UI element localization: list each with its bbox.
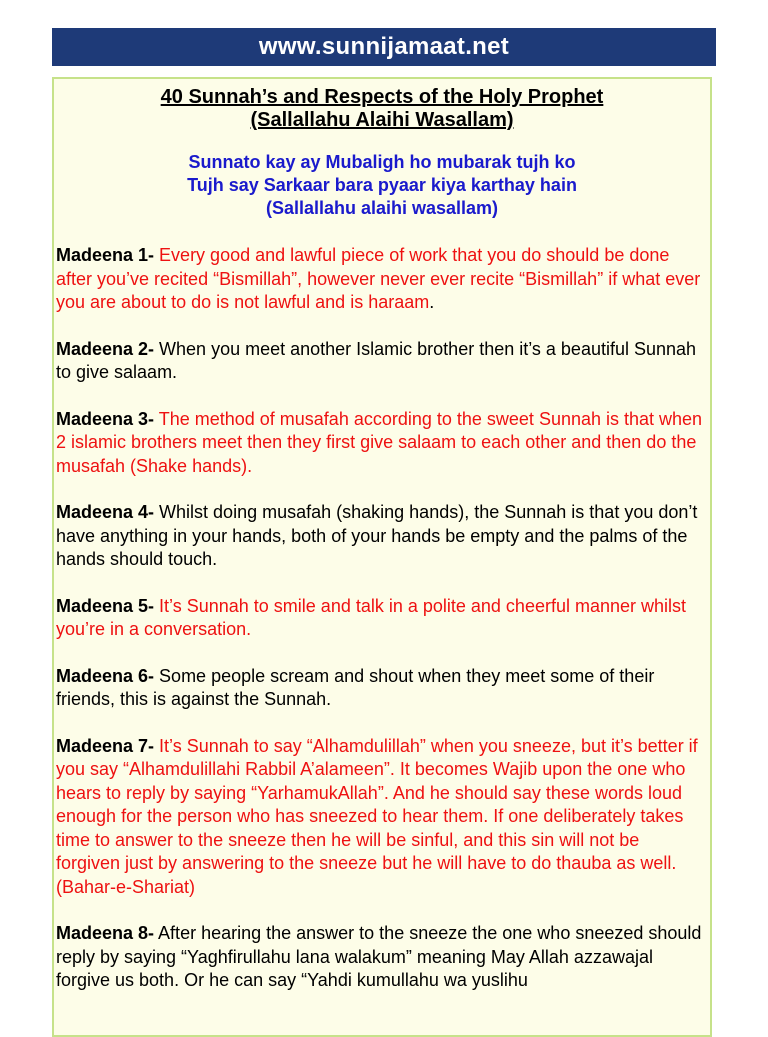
item-text: Every good and lawful piece of work that you do should be done after you’ve recited “Bismillah”, however never ever recite “Bismillah” if what ever you are about to do is not lawful and is haraam [56, 245, 701, 312]
item-text: Whilst doing musafah (shaking hands), the Sunnah is that you don’t have anything in your hands, both of your hands be empty and the palms of the hands should touch. [56, 502, 698, 569]
item-text: The method of musafah according to the sweet Sunnah is that when 2 islamic brothers meet then they first give salaam to each other and then do the musafah (Shake hands). [56, 408, 703, 476]
item-label: Madeena 5- [56, 595, 155, 616]
item-label: Madeena 3- [56, 408, 155, 429]
item-text: It’s Sunnah to say “Alhamdulillah” when you sneeze, but it’s better if you say “Alhamdulillahi Rabbil A’alameen”. It becomes Wajib upon the one who hears to reply by saying “YarhamukAllah”. And he should say these words loud enough for the person who has sneezed to hear them. If one deliberately takes time to answer to the sneeze then he will be sinful, and this sin will not be forgiven just by answering to the sneeze but he will have to do thauba as well. (Bahar-e-Shariat) [56, 735, 698, 897]
poem-line-3: (Sallallahu alaihi wasallam) [265, 198, 499, 218]
item-suffix: . [429, 292, 435, 312]
site-url-banner: www.sunnijamaat.net [52, 28, 716, 66]
document-title [54, 86, 710, 132]
list-item [56, 595, 704, 642]
item-label: Madeena 6- [56, 665, 155, 686]
item-text: It’s Sunnah to smile and talk in a polite and cheerful manner whilst you’re in a conversation. [56, 595, 687, 639]
list-item [56, 922, 704, 993]
title-line-1: 40 Sunnah’s and Respects of the Holy Prophet [160, 86, 604, 108]
list-item [56, 338, 704, 385]
document-content [52, 77, 712, 1037]
item-label: Madeena 4- [56, 502, 155, 522]
list-item [56, 408, 704, 479]
poem-verse [54, 151, 710, 220]
sunnah-list [54, 244, 710, 993]
list-item [56, 735, 704, 900]
title-line-2: (Sallallahu Alaihi Wasallam) [250, 109, 514, 131]
item-label: Madeena 8- [56, 923, 155, 943]
item-label: Madeena 2- [56, 338, 155, 359]
list-item [56, 501, 704, 572]
item-label: Madeena 7- [56, 735, 155, 756]
list-item [56, 665, 704, 712]
item-text: After hearing the answer to the sneeze the one who sneezed should reply by saying “Yaghfirullahu lana walakum” meaning May Allah azzawajal forgive us both. Or he can say “Yahdi kumullahu wa yuslihu [56, 923, 702, 990]
item-label: Madeena 1- [56, 245, 155, 265]
poem-line-2: Tujh say Sarkaar bara pyaar kiya karthay hain [187, 175, 577, 195]
item-text: Some people scream and shout when they meet some of their friends, this is against the Sunnah. [56, 665, 655, 709]
poem-line-1: Sunnato kay ay Mubaligh ho mubarak tujh ko [188, 152, 576, 172]
item-text: When you meet another Islamic brother then it’s a beautiful Sunnah to give salaam. [56, 338, 697, 382]
list-item [56, 244, 704, 315]
